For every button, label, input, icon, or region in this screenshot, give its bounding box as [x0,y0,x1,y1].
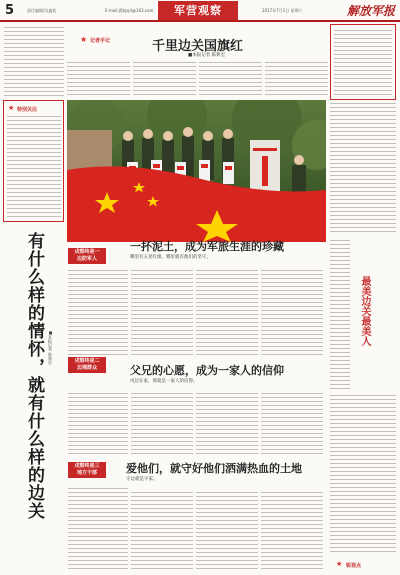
article-text-block [265,62,328,98]
section-1-text [196,270,258,355]
right-top-text [334,30,392,96]
section-3-subtitle: 守边就是守家。 [126,477,158,482]
newspaper-logo: 解放军报 [346,4,395,18]
article-text-block [199,62,262,98]
section-2-text [68,393,128,455]
section-2-text [131,393,193,455]
article-text-block [133,62,196,98]
section-tag-2-line2: 边境群众 [76,365,97,371]
section-tag-2-line1: 戍察终是二 [74,358,100,364]
section-3-text [68,488,128,570]
left-column-text [4,27,64,97]
right-narrow-text [330,240,350,390]
section-tag-3-line1: 戍察终是三 [74,463,100,469]
bottom-section-label: 锐视点 [346,563,362,569]
page-number: 5 [5,3,15,18]
big-vertical-headline: 有什么样的情怀，就有什么样的边关 [24,232,44,520]
main-title: 千里边关国旗红 [152,39,244,54]
page-header [0,0,400,22]
edition-info: 责任编辑/吴鑫松 [27,8,57,13]
article-text-block [67,62,130,98]
section-tag-1 [68,248,106,264]
section-2-text [196,393,258,455]
section-3-text [196,492,258,570]
section-3-text [131,492,193,570]
feature-label: 特别关注 [17,107,38,113]
section-1-title: 一抔泥土，成为军旅生涯的珍藏 [130,240,284,253]
editor-note-label: 记者手记 [90,38,111,44]
right-column-text [330,103,396,233]
section-tag-3-line2: 地方干部 [76,470,97,476]
section-2-subtitle: 戍边在家，那就是一家人的信仰。 [130,379,198,384]
section-1-text [68,270,128,355]
section-3-title: 爱他们，就守好他们洒满热血的土地 [126,462,302,475]
section-1-text [261,270,323,355]
main-byline: ■本报记者 陈典宏 [188,53,226,58]
side-vertical-headline: 最美边关最美人 [359,276,370,346]
section-tag-1-line2: 边防军人 [76,256,97,262]
right-bottom-text [330,395,396,555]
section-title: 军营观察 [158,1,238,20]
contact-email: E-mail:jfjbjsjd@163.com [105,8,154,13]
section-2-text [261,393,323,455]
feature-text [7,116,61,218]
section-tag-2 [68,357,106,373]
star-icon: ★ [336,560,343,568]
section-3-text [261,492,323,570]
star-icon: ★ [8,104,15,112]
section-tag-1-line1: 戍察终是一 [74,249,100,255]
section-tag-3 [68,462,106,478]
section-2-title: 父兄的心愿，成为一家人的信仰 [130,364,284,377]
issue-date: 2017年7月1日 星期六 [262,8,303,13]
star-icon: ★ [80,35,88,44]
border-flag-photo [67,100,326,242]
section-1-text [131,270,193,355]
reporter-byline: ■本报记者 陈典宏 [48,330,53,365]
section-1-subtitle: 哪里有五星红旗，哪里就有他们的坚守。 [130,255,211,260]
